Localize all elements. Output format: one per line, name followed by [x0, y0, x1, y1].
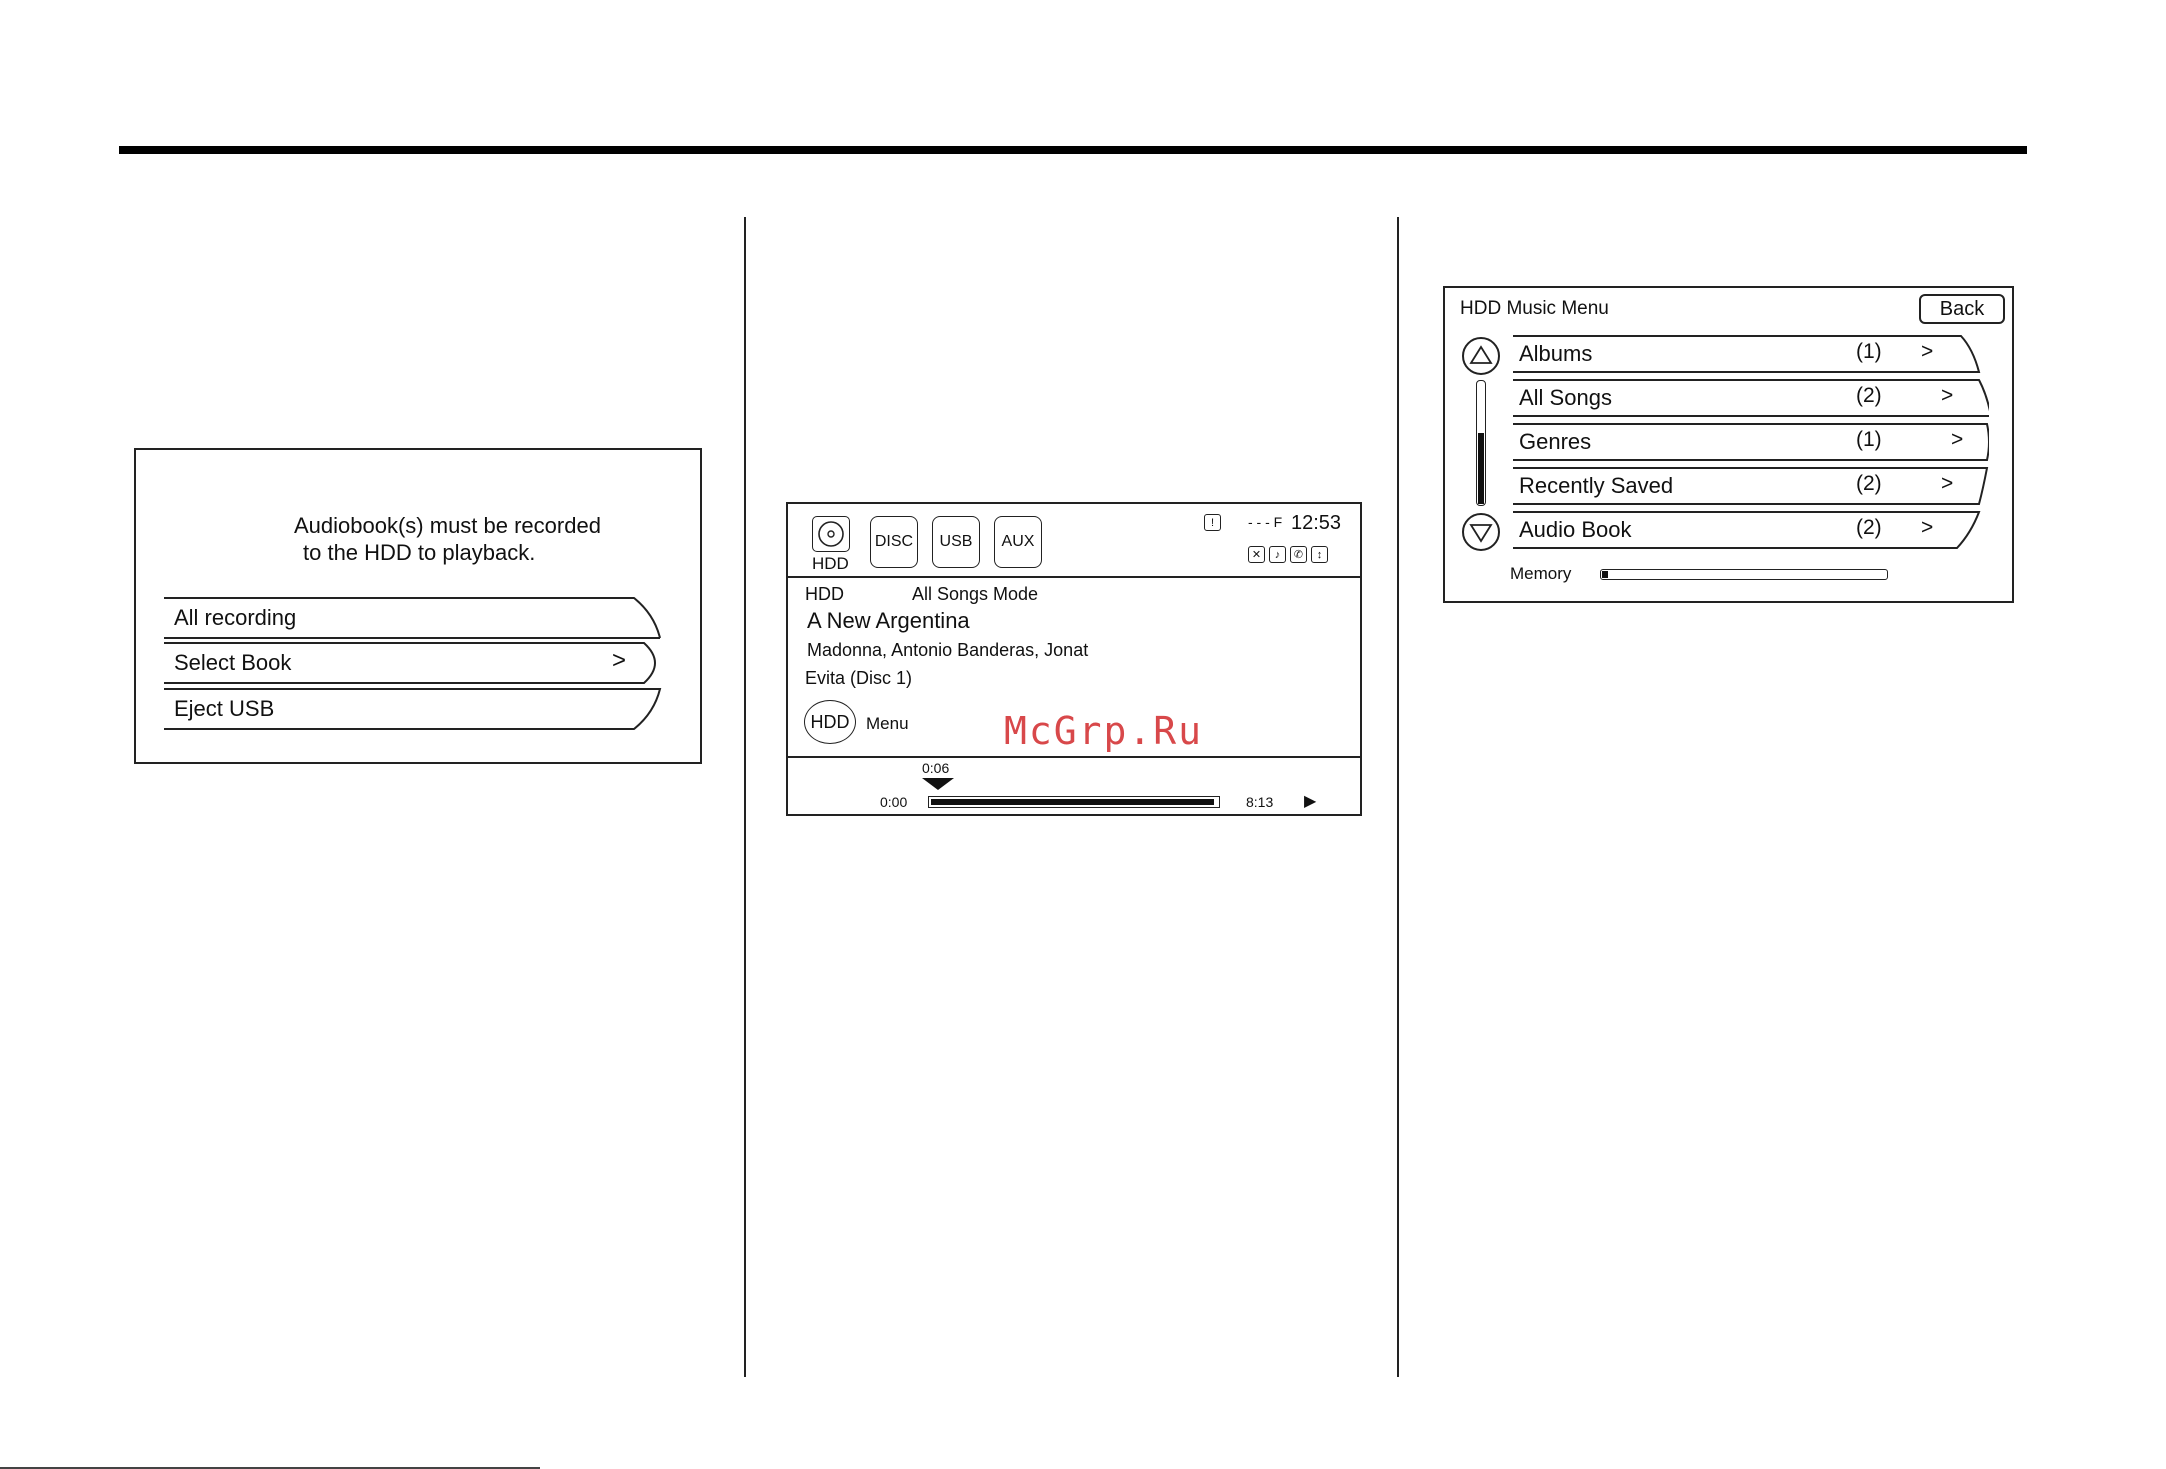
all-songs-label: All Songs — [1519, 385, 1612, 410]
elapsed-time: 0:06 — [922, 760, 950, 776]
eject-usb-item[interactable] — [164, 687, 664, 731]
memory-bar — [1600, 569, 1888, 580]
chevron-right-icon: > — [1941, 384, 1954, 407]
audiobook-screen — [134, 448, 702, 764]
memory-label: Memory — [1510, 564, 1572, 583]
chevron-right-icon: > — [1921, 340, 1934, 363]
hdd-source-label: HDD — [812, 554, 849, 573]
disc-source-button[interactable]: DISC — [870, 516, 918, 568]
bluetooth-icon: ♪ — [1269, 546, 1286, 563]
menu-item-albums[interactable] — [1513, 335, 1989, 373]
menu-title: HDD Music Menu — [1460, 298, 1609, 319]
track-album: Evita (Disc 1) — [805, 668, 913, 688]
genres-label: Genres — [1519, 429, 1592, 454]
genres-count: (1) — [1856, 428, 1882, 451]
eject-usb-label: Eject USB — [174, 696, 275, 721]
hdd-menu-button[interactable]: HDD — [804, 700, 856, 744]
progress-divider — [788, 756, 1360, 758]
source-name: HDD — [805, 584, 844, 604]
start-time: 0:00 — [880, 794, 908, 810]
chevron-right-icon: > — [611, 647, 626, 674]
mute-icon: ✕ — [1248, 546, 1265, 563]
message-line-1: Audiobook(s) must be recorded — [294, 513, 601, 538]
menu-label[interactable]: Menu — [866, 714, 909, 733]
info-icon: ! — [1204, 514, 1221, 531]
end-time: 8:13 — [1246, 794, 1274, 810]
hdd-music-menu-screen — [1443, 286, 2014, 603]
scrollbar-track[interactable] — [1476, 380, 1486, 506]
hdd-source-button[interactable] — [812, 516, 850, 552]
message-line-2: to the HDD to playback. — [303, 540, 536, 565]
clock: 12:53 — [1291, 512, 1342, 534]
menu-item-recently-saved[interactable] — [1513, 467, 1989, 505]
progress-fill — [931, 799, 1214, 805]
back-button[interactable]: Back — [1919, 294, 2005, 324]
scroll-icon: ↕ — [1311, 546, 1328, 563]
all-recording-item[interactable] — [164, 596, 664, 640]
recently-saved-count: (2) — [1856, 472, 1882, 495]
usb-source-button[interactable]: USB — [932, 516, 980, 568]
disc-icon — [817, 520, 845, 548]
select-book-label: Select Book — [174, 650, 292, 675]
audio-book-count: (2) — [1856, 516, 1882, 539]
menu-item-audio-book[interactable] — [1513, 511, 1989, 549]
chevron-right-icon: > — [1921, 516, 1934, 539]
scroll-down-button[interactable] — [1462, 513, 1500, 551]
playhead-marker-icon[interactable] — [922, 778, 954, 792]
menu-item-genres[interactable] — [1513, 423, 1989, 461]
memory-fill — [1602, 571, 1608, 578]
chevron-right-icon: > — [1951, 428, 1964, 451]
header-divider — [788, 576, 1360, 578]
play-icon[interactable]: ▶ — [1304, 793, 1317, 810]
audiobook-message — [136, 512, 700, 566]
albums-label: Albums — [1519, 341, 1593, 366]
play-mode: All Songs Mode — [912, 584, 1039, 604]
albums-count: (1) — [1856, 340, 1882, 363]
select-book-item[interactable] — [164, 641, 664, 685]
track-title: A New Argentina — [807, 608, 970, 633]
triangle-up-icon — [1464, 339, 1498, 373]
column-divider-left — [744, 217, 746, 1377]
watermark-text: McGrp.Ru — [1004, 709, 1204, 753]
all-songs-count: (2) — [1856, 384, 1882, 407]
menu-item-all-songs[interactable] — [1513, 379, 1989, 417]
hdd-now-playing-screen — [786, 502, 1362, 816]
track-artist: Madonna, Antonio Banderas, Jonat — [807, 640, 1089, 660]
triangle-down-icon — [1464, 515, 1498, 549]
scrollbar-thumb[interactable] — [1478, 433, 1484, 504]
progress-bar[interactable] — [928, 796, 1220, 808]
chevron-right-icon: > — [1941, 472, 1954, 495]
all-recording-label: All recording — [174, 605, 297, 630]
phone-icon: ✆ — [1290, 546, 1307, 563]
top-rule — [119, 146, 2027, 154]
scroll-up-button[interactable] — [1462, 337, 1500, 375]
recently-saved-label: Recently Saved — [1519, 473, 1674, 498]
column-divider-right — [1397, 217, 1399, 1377]
signal-indicator: - - - F — [1248, 514, 1283, 530]
aux-source-button[interactable]: AUX — [994, 516, 1042, 568]
audio-book-label: Audio Book — [1519, 517, 1632, 542]
